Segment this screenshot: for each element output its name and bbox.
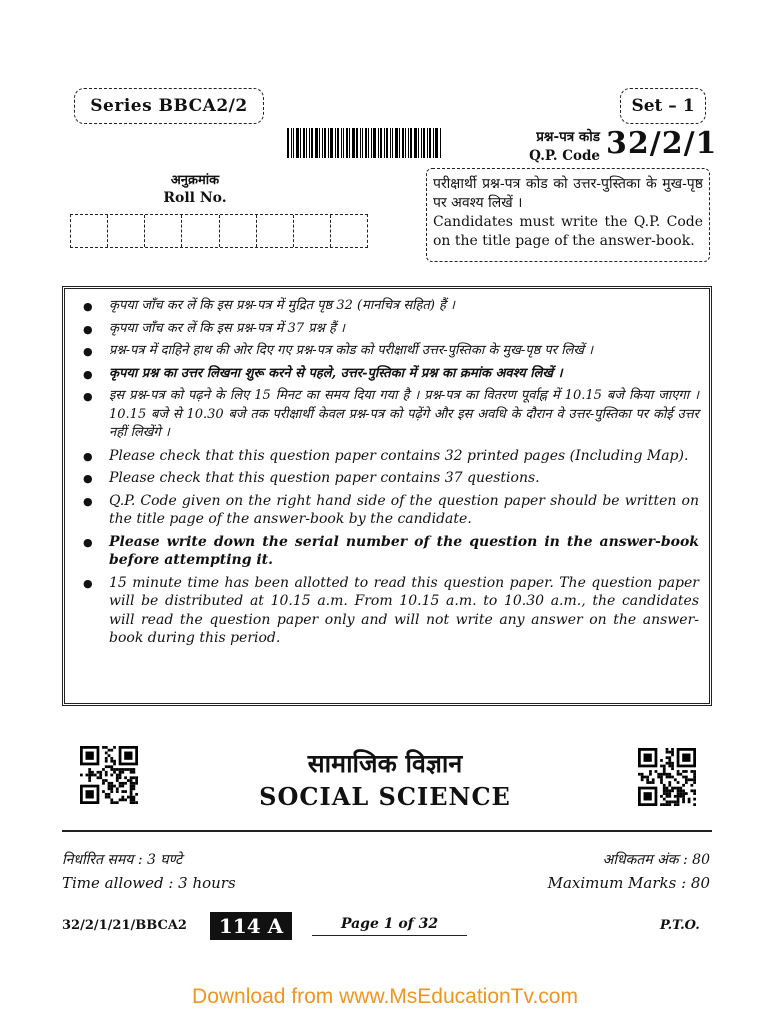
instruction-item: ● 15 minute time has been allotted to read this question paper. The question paper will be distributed at 10.15 a.m. From 10.15 a.m. to 10.30 a.m., the candidates will read the question paper only and will not write any answer on the answer-book during this period. <box>81 574 699 648</box>
roll-no-hindi: अनुक्रमांक <box>170 173 220 188</box>
set-label: Set – 1 <box>620 88 706 124</box>
roll-no-boxes[interactable] <box>70 214 368 248</box>
roll-no-label: Roll No. <box>163 190 227 206</box>
divider <box>62 830 712 832</box>
candidate-note <box>426 168 710 262</box>
barcode <box>287 128 457 158</box>
paper-code: 32/2/1/21/BBCA2 <box>62 918 187 933</box>
qp-code-en: Q.P. Code <box>529 148 600 164</box>
qp-code-value: 32/2/1 <box>606 126 718 161</box>
instruction-item: ● कृपया प्रश्न का उत्तर लिखना शुरू करने से पहले, उत्तर-पुस्तिका में प्रश्न का क्रमांक अवश्य लिखें । <box>81 365 699 384</box>
candidate-note-english: Candidates must write the Q.P. Code on the title page of the answer-book. <box>433 214 703 249</box>
qr-code-icon <box>80 746 138 804</box>
page-indicator: Page 1 of 32 <box>312 916 467 936</box>
candidate-note-hindi: परीक्षार्थी प्रश्न-पत्र कोड को उत्तर-पुस्तिका के मुख-पृष्ठ पर अवश्य लिखें । <box>433 176 703 211</box>
instruction-item: ● Please check that this question paper contains 37 questions. <box>81 469 699 488</box>
instruction-item: ● Please write down the serial number of the question in the answer-book before attempting it. <box>81 533 699 570</box>
time-hindi: निर्धारित समय : 3 घण्टे <box>62 852 183 868</box>
marks-hindi: अधिकतम अंक : 80 <box>602 852 710 868</box>
instruction-item: ● Please check that this question paper contains 32 printed pages (Including Map). <box>81 447 699 466</box>
subject-title-hindi: सामाजिक विज्ञान <box>307 749 463 778</box>
download-link[interactable]: Download from www.MsEducationTv.com <box>192 985 578 1008</box>
qp-code-hindi: प्रश्न-पत्र कोड <box>536 129 600 145</box>
instruction-item: ● कृपया जाँच कर लें कि इस प्रश्न-पत्र में 37 प्रश्न हैं । <box>81 320 699 339</box>
qr-code-icon <box>638 748 696 806</box>
subject-title: SOCIAL SCIENCE <box>259 782 511 811</box>
instructions-box <box>62 286 712 706</box>
instruction-item: ● कृपया जाँच कर लें कि इस प्रश्न-पत्र में मुद्रित पृष्ठ 32 (मानचित्र सहित) हैं । <box>81 297 699 316</box>
qp-code-label <box>508 128 600 166</box>
pto-label: P.T.O. <box>660 918 700 933</box>
maximum-marks: Maximum Marks : 80 <box>547 874 710 892</box>
instruction-item: ● इस प्रश्न-पत्र को पढ़ने के लिए 15 मिनट का समय दिया गया है । प्रश्न-पत्र का वितरण पूर्वाह्न में 10.15 बजे किया जाएगा । 10.15 बजे से 10.30 बजे तक परीक्षार्थी केवल प्रश्न-पत्र को पढ़ेंगे और इस अवधि के दौरान वे उत्तर-पुस्तिका पर कोई उत्तर नहीं लिखेंगे । <box>81 387 699 443</box>
instruction-item: ● प्रश्न-पत्र में दाहिने हाथ की ओर दिए गए प्रश्न-पत्र कोड को परीक्षार्थी उत्तर-पुस्तिका के मुख-पृष्ठ पर लिखें । <box>81 342 699 361</box>
paper-box-label: 114 A <box>210 912 292 940</box>
time-allowed: Time allowed : 3 hours <box>62 874 236 892</box>
series-label: Series BBCA2/2 <box>74 88 264 124</box>
instruction-item: ● Q.P. Code given on the right hand side of the question paper should be written on the title page of the answer-book by the candidate. <box>81 492 699 529</box>
